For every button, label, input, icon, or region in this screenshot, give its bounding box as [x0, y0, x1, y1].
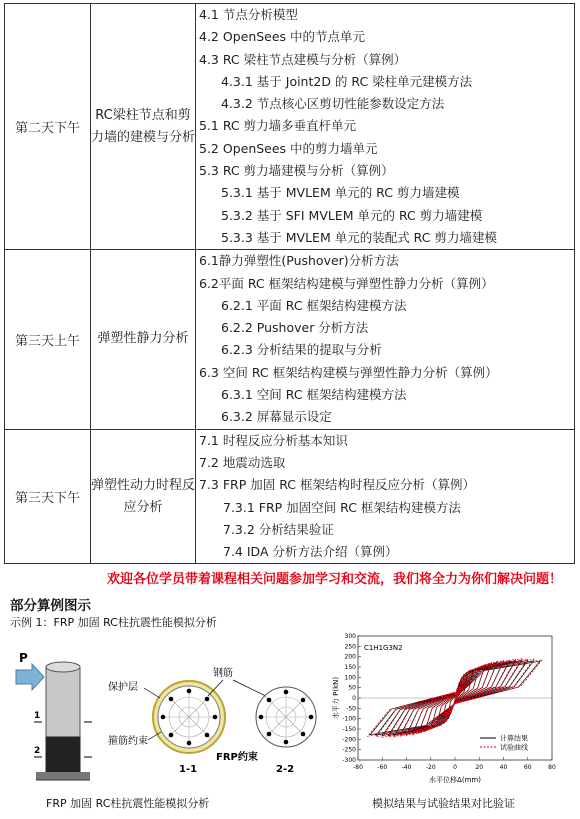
- y-tick-label: 0: [352, 695, 356, 702]
- load-label: P: [19, 651, 28, 665]
- schedule-item: 6.2.2 Pushover 分析方法: [221, 320, 369, 336]
- y-tick-label: -300: [342, 757, 356, 764]
- schedule-items: [196, 429, 575, 564]
- schedule-item: 7.1 时程反应分析基本知识: [199, 432, 348, 448]
- section-title: 部分算例图示: [10, 598, 91, 614]
- schedule-item: 7.2 地震动选取: [199, 454, 286, 470]
- schedule-topic: RC梁柱节点和剪力墙的建模与分析: [91, 4, 196, 250]
- schedule-item: 5.3.2 基于 SFI MVLEM 单元的 RC 剪力墙建模: [221, 207, 483, 223]
- schedule-day: 第三天下午: [5, 429, 91, 564]
- x-tick-label: 40: [499, 764, 508, 771]
- chart-title: C1H1G3N2: [364, 644, 403, 652]
- x-tick-label: -80: [353, 764, 363, 771]
- schedule-item: 7.3.2 分析结果验证: [223, 521, 334, 537]
- x-tick-label: 80: [548, 764, 556, 771]
- x-tick-label: -20: [425, 764, 436, 771]
- frp-label: FRP约束: [216, 752, 258, 763]
- hysteresis-chart: [330, 630, 560, 790]
- schedule-item: 5.3 RC 剪力墙建模与分析（算例）: [199, 163, 394, 179]
- schedule-topic: 弹塑性动力时程反应分析: [91, 429, 196, 564]
- schedule-item: 4.2 OpenSees 中的节点单元: [199, 29, 366, 45]
- schedule-item: 6.3.2 屏幕显示设定: [221, 409, 332, 425]
- section-1-1-label: 1-1: [179, 764, 198, 775]
- y-tick-label: -200: [342, 736, 356, 744]
- section-mark-1: 1: [34, 711, 41, 721]
- y-tick-label: 200: [344, 653, 356, 661]
- column-base: [36, 772, 90, 780]
- schedule-item: 7.3.1 FRP 加固空间 RC 框架结构建模方法: [223, 499, 461, 515]
- schedule-item: 7.3 FRP 加固 RC 框架结构时程反应分析（算例）: [199, 477, 475, 493]
- welcome-banner: 欢迎各位学员带着课程相关问题参加学习和交流，我们将全力为你们解决问题！: [106, 572, 562, 587]
- schedule-item: 5.3.3 基于 MVLEM 单元的装配式 RC 剪力墙建模: [221, 229, 497, 245]
- schedule-item: 6.2平面 RC 框架结构建模与弹塑性静力分析（算例）: [199, 275, 494, 291]
- chart-caption: 模拟结果与试验结果对比验证: [372, 797, 515, 810]
- section-2-2: [256, 687, 316, 747]
- schedule-item: 4.3.1 基于 Joint2D 的 RC 梁柱单元建模方法: [221, 73, 473, 89]
- schedule-item: 6.3.1 空间 RC 框架结构建模方法: [221, 387, 407, 403]
- example-title: 示例 1：FRP 加固 RC柱抗震性能模拟分析: [10, 616, 217, 629]
- schedule-item: 6.2.3 分析结果的提取与分析: [221, 342, 382, 358]
- schedule-item: 5.2 OpenSees 中的剪力墙单元: [199, 140, 378, 156]
- schedule-row: [5, 429, 575, 564]
- y-tick-label: -100: [342, 715, 356, 723]
- section-2-2-label: 2-2: [276, 764, 295, 775]
- rebar-label: 钢筋: [213, 668, 233, 679]
- legend-label: 计算结果: [500, 734, 528, 743]
- schedule-item: 5.3.1 基于 MVLEM 单元的 RC 剪力墙建模: [221, 185, 460, 201]
- schedule-item: 6.1静力弹塑性(Pushover)分析方法: [199, 253, 399, 269]
- x-tick-label: -40: [401, 764, 412, 771]
- schedule-row: [5, 4, 575, 250]
- y-tick-label: 250: [344, 643, 356, 651]
- schedule-item: 6.3 空间 RC 框架结构建模与弹塑性静力分析（算例）: [199, 364, 498, 380]
- schedule-day: 第二天下午: [5, 4, 91, 250]
- schedule-item: 6.2.1 平面 RC 框架结构建模方法: [221, 297, 407, 313]
- section-mark-2: 2: [34, 746, 41, 756]
- y-tick-label: 300: [344, 633, 356, 640]
- y-tick-label: -50: [346, 705, 356, 713]
- schedule-day: 第三天上午: [5, 250, 91, 429]
- y-tick-label: -250: [342, 746, 356, 754]
- stirrup-label: 箍筋约束: [108, 736, 148, 747]
- y-tick-label: 100: [344, 674, 356, 682]
- x-tick-label: 60: [523, 764, 532, 771]
- x-tick-label: 20: [475, 764, 484, 771]
- figure-left-caption: FRP 加固 RC柱抗震性能模拟分析: [46, 797, 210, 810]
- cover-label: 保护层: [108, 682, 138, 693]
- y-tick-label: 50: [348, 684, 356, 692]
- schedule-item: 5.1 RC 剪力墙多垂直杆单元: [199, 118, 357, 134]
- section-1-1: [153, 681, 225, 753]
- y-axis-label: 水平力 P(kN): [332, 676, 340, 720]
- schedule-table: [4, 3, 575, 564]
- schedule-item: 7.4 IDA 分析方法介绍（算例）: [223, 544, 398, 560]
- legend-label: 试验曲线: [500, 743, 528, 752]
- x-axis-label: 水平位移Δ(mm): [429, 776, 481, 784]
- x-tick-label: 0: [453, 764, 457, 771]
- load-arrow-icon: [16, 664, 44, 690]
- schedule-item: 4.1 节点分析模型: [199, 7, 298, 22]
- schedule-items: [196, 4, 575, 250]
- schedule-row: [5, 250, 575, 429]
- schedule-topic: 弹塑性静力分析: [91, 250, 196, 429]
- x-tick-label: -60: [377, 764, 388, 771]
- y-tick-label: 150: [344, 664, 356, 671]
- schedule-items: [196, 250, 575, 429]
- column-figure: [8, 632, 328, 792]
- y-tick-label: -150: [342, 726, 356, 733]
- column-upper: [46, 667, 80, 737]
- schedule-item: 4.3.2 节点核心区剪切性能参数设定方法: [221, 96, 445, 112]
- schedule-item: 4.3 RC 梁柱节点建模与分析（算例）: [199, 51, 407, 67]
- column-frp-zone: [46, 737, 80, 772]
